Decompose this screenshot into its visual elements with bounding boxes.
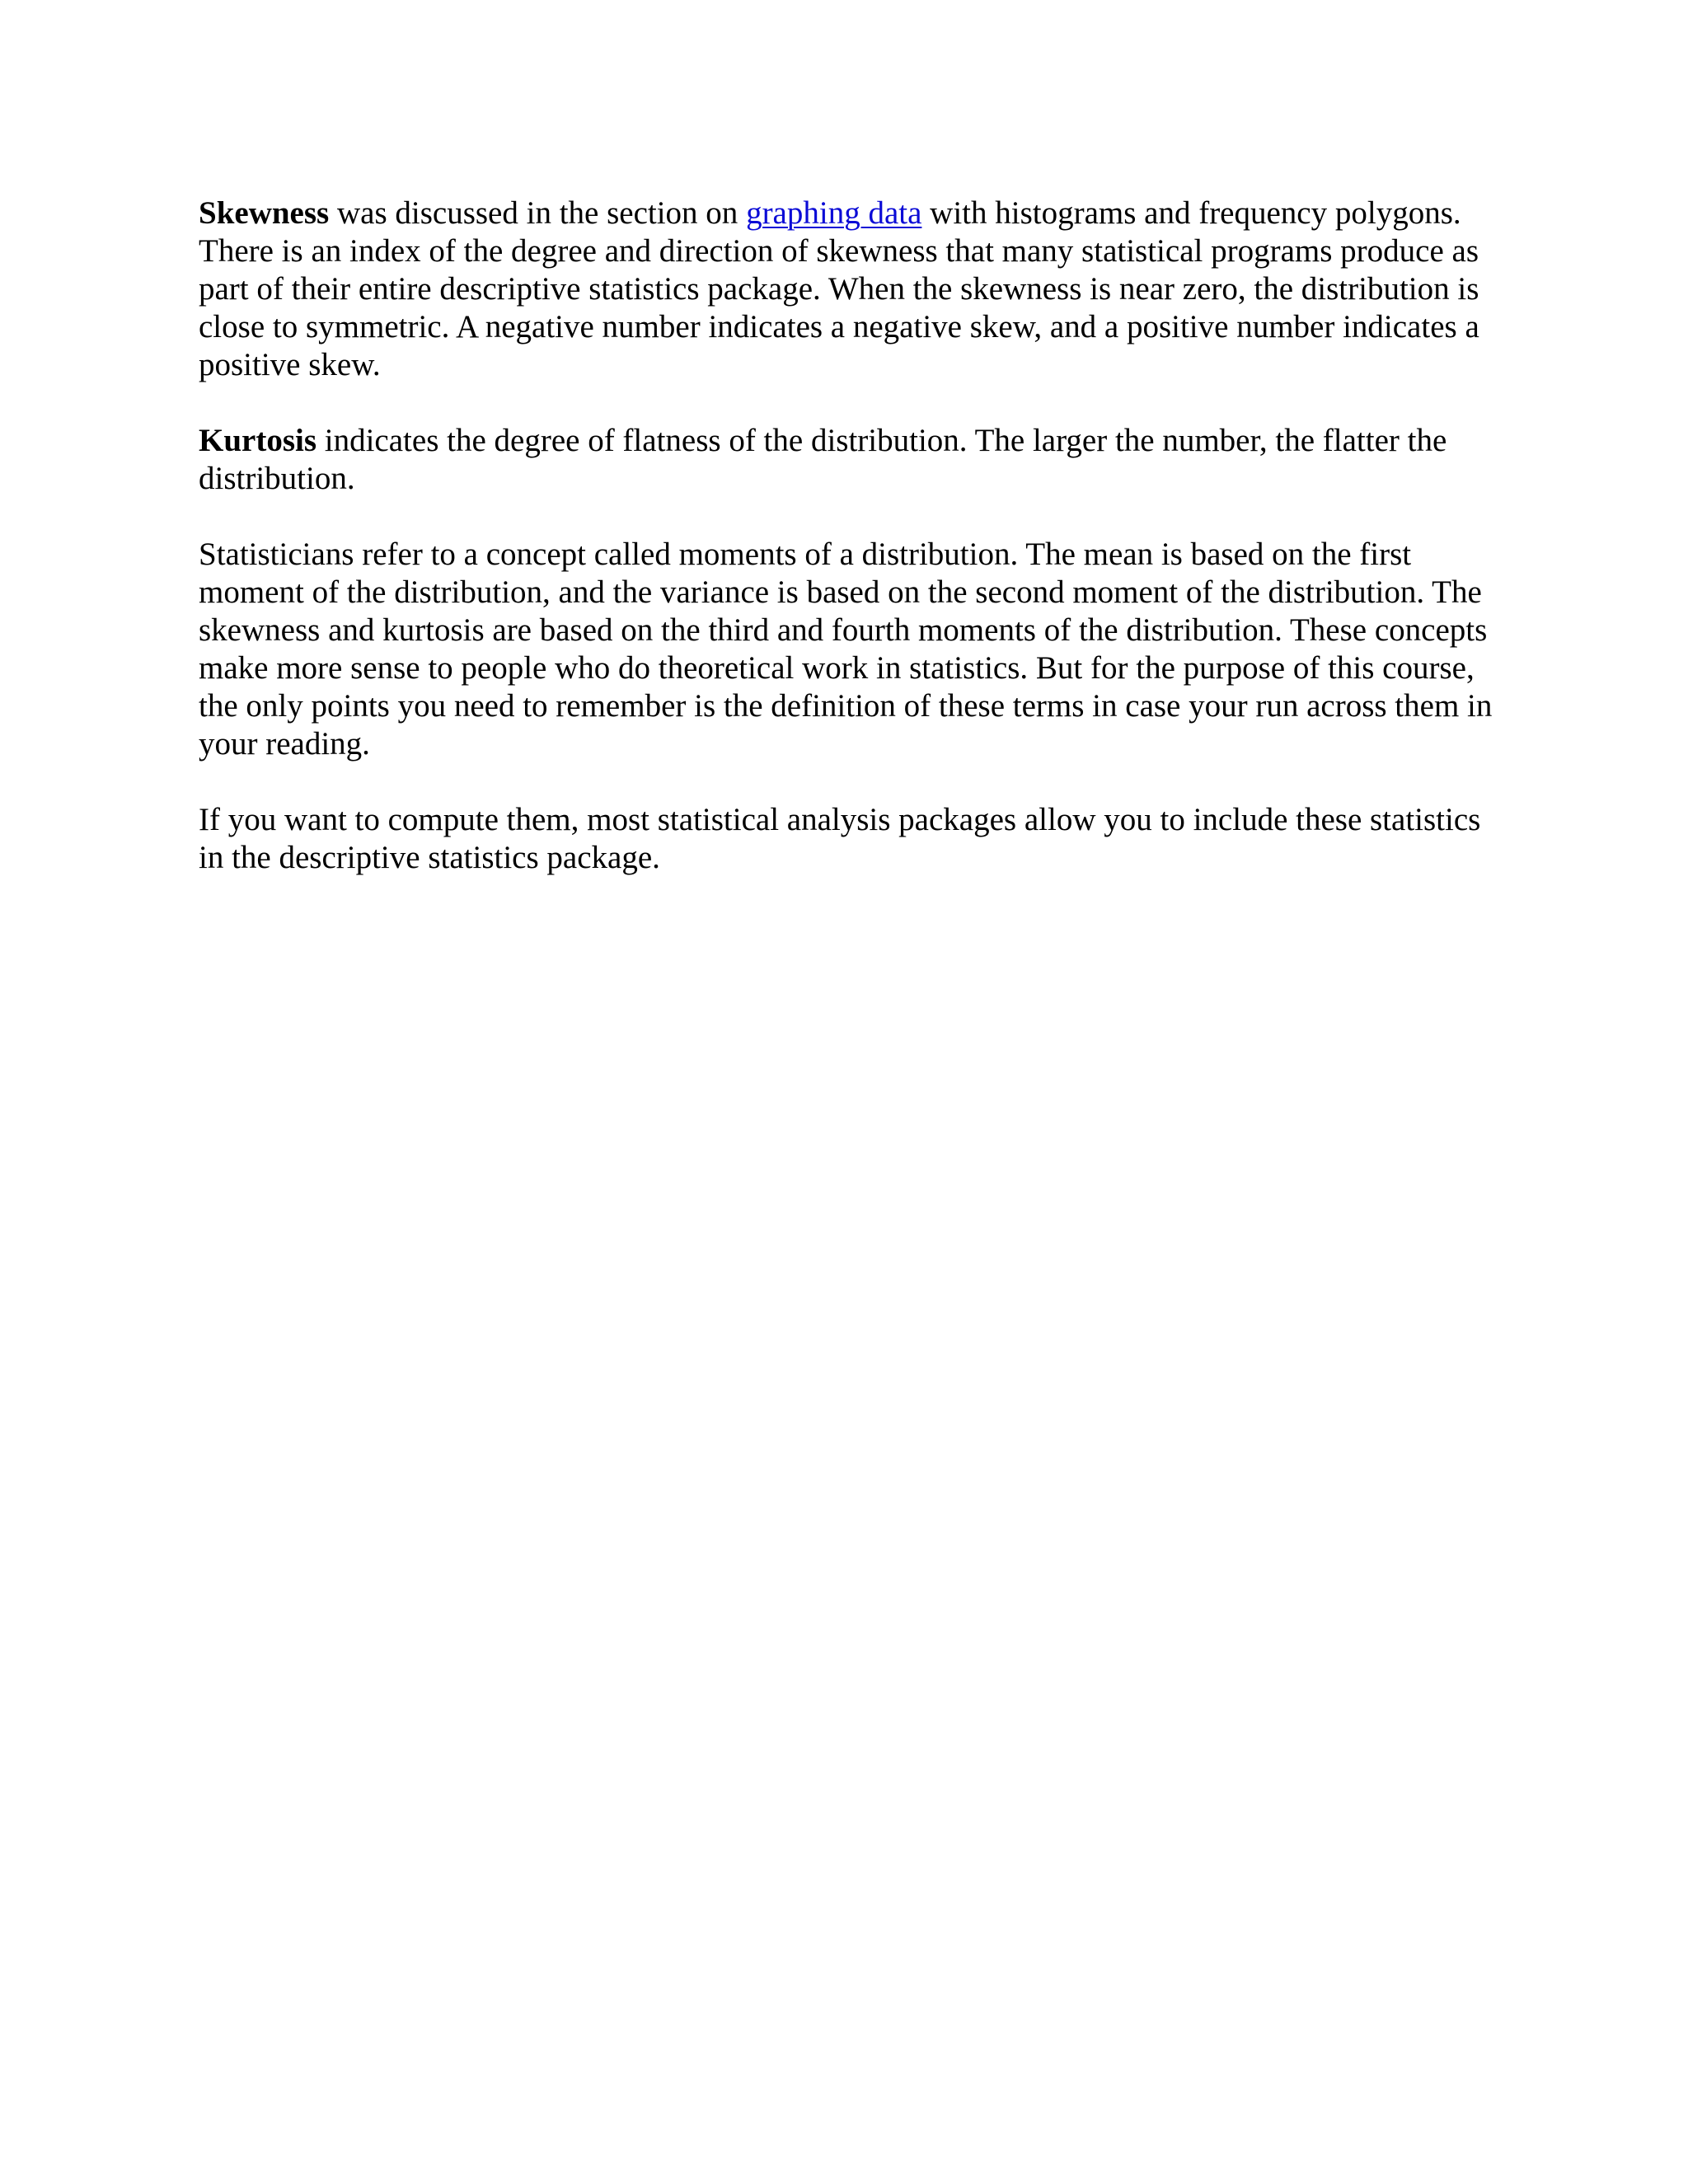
paragraph-compute bbox=[199, 801, 1501, 877]
term-kurtosis: Kurtosis bbox=[199, 423, 317, 458]
moments-text: Statisticians refer to a concept called moments of a distribution. The mean is based on the first moment of the distribution, and the variance is based on the second moment of the distribution. The skewness and kurtosis are based on the third and fourth moments of the distribution. These concepts make more sense to people who do theoretical work in statistics. But for the purpose of this course, the only points you need to remember is the definition of these terms in case your run across them in your reading. bbox=[199, 537, 1493, 762]
paragraph-moments bbox=[199, 536, 1501, 763]
term-skewness: Skewness bbox=[199, 195, 330, 231]
kurtosis-text: indicates the degree of flatness of the distribution. The larger the number, the flatter the distribution. bbox=[199, 423, 1447, 496]
skewness-text-before-link: was discussed in the section on bbox=[329, 195, 747, 231]
compute-text: If you want to compute them, most statistical analysis packages allow you to include these statistics in the descriptive statistics package. bbox=[199, 802, 1481, 875]
graphing-data-link[interactable]: graphing data bbox=[746, 195, 922, 231]
document-body bbox=[199, 194, 1501, 915]
paragraph-skewness bbox=[199, 194, 1501, 384]
paragraph-kurtosis bbox=[199, 422, 1501, 498]
skewness-text-after-link: with histograms and frequency polygons. There is an index of the degree and direction of skewness that many statistical programs produce as part of their entire descriptive statistics package. When the skewness is near zero, the distribution is close to symmetric. A negative number indicates a negative skew, and a positive number indicates a positive skew. bbox=[199, 195, 1479, 382]
